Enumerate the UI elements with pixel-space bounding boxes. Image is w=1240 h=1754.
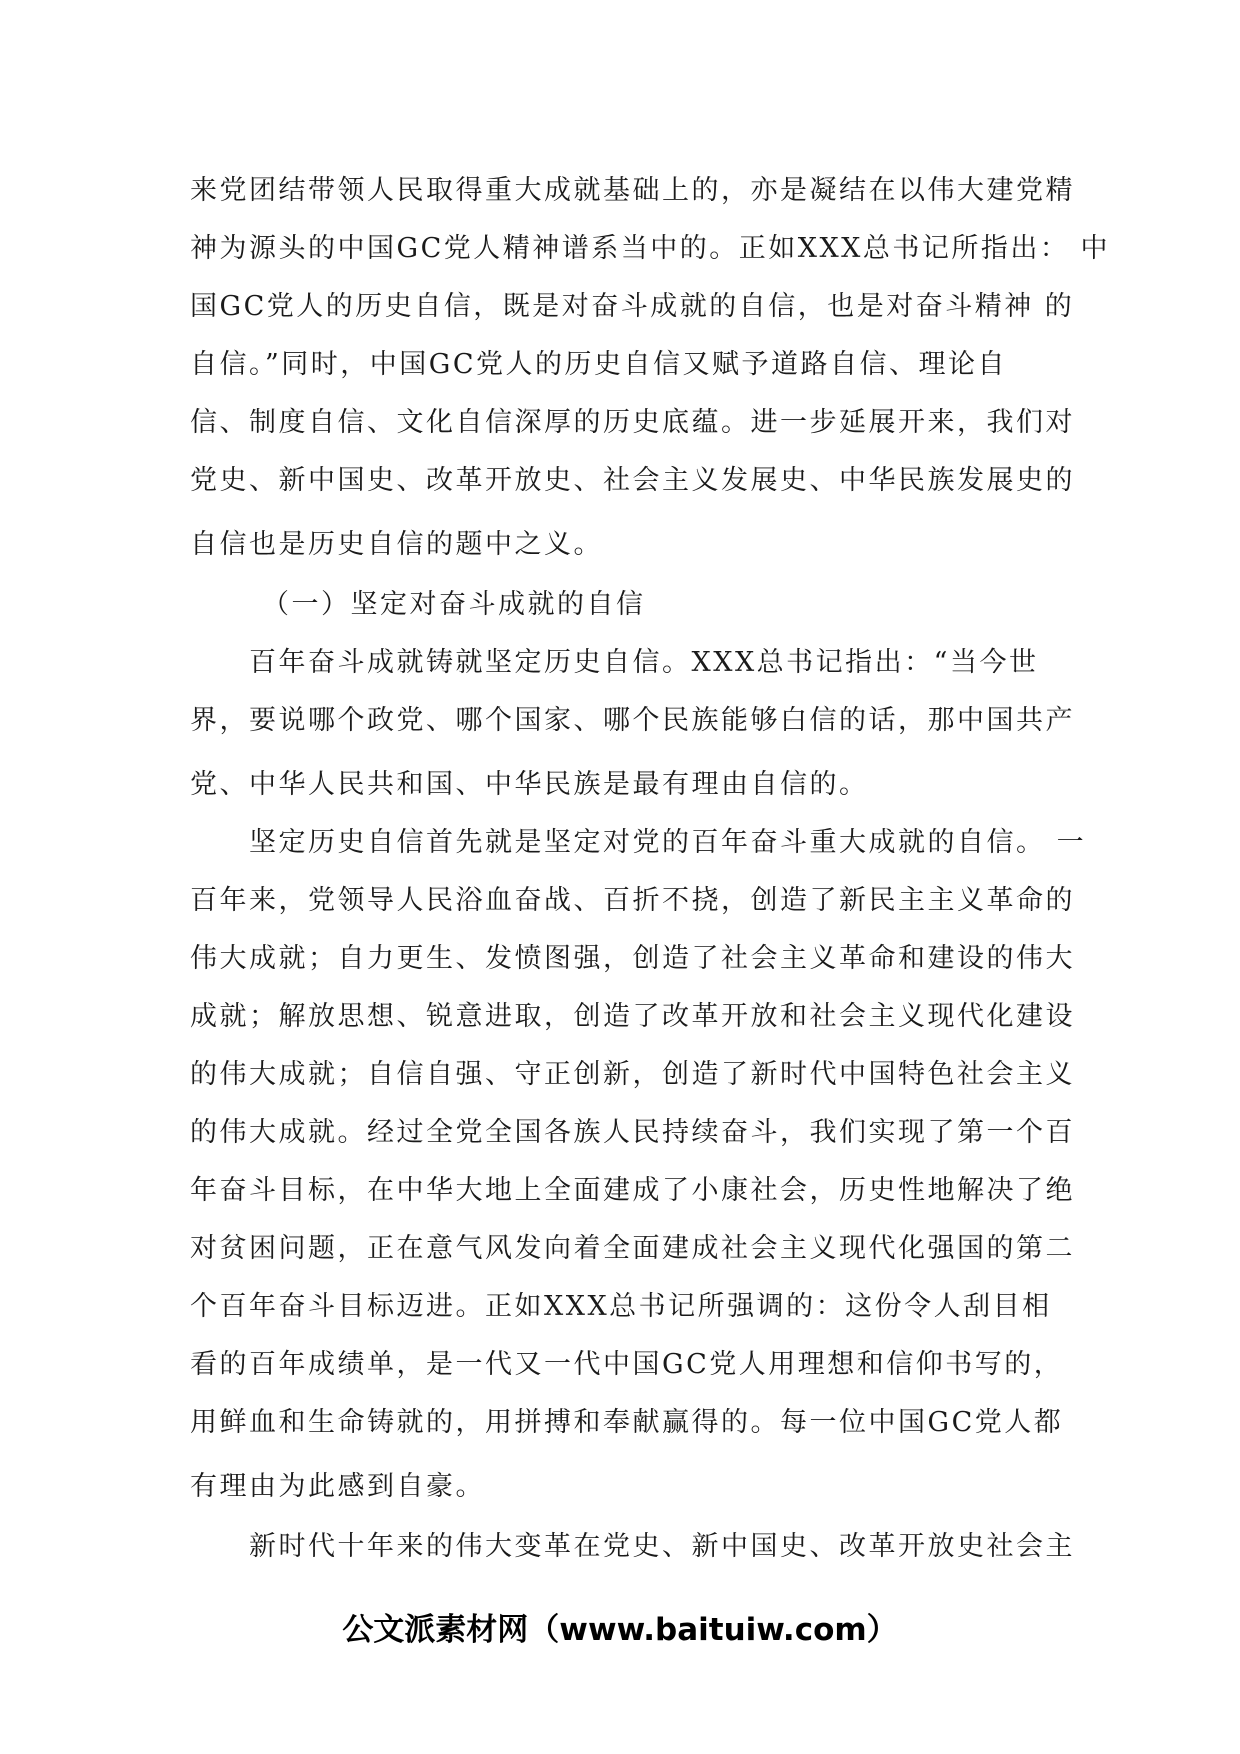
text-line-15: 成就；解放思想、锐意进取，创造了改革开放和社会主义现代化建设 <box>190 1001 1075 1032</box>
text-line-14: 伟大成就；自力更生、发愤图强，创造了社会主义革命和建设的伟大 <box>190 943 1075 974</box>
section-heading: （一）坚定对奋斗成就的自信 <box>262 589 646 620</box>
text-line-16: 的伟大成就；自信自强、守正创新，创造了新时代中国特色社会主义 <box>190 1059 1075 1090</box>
text-line-5: 信、制度自信、文化自信深厚的历史底蕴。进一步延展开来，我们对 <box>190 407 1075 438</box>
text-line-11: 党、中华人民共和国、中华民族是最有理由自信的。 <box>190 769 869 800</box>
text-line-12: 坚定历史自信首先就是坚定对党的百年奋斗重大成就的自信。 一 <box>249 827 1087 858</box>
text-line-2: 神为源头的中国GC党人精神谱系当中的。正如XXX总书记所指出： 中 <box>190 233 1110 264</box>
text-line-22: 用鲜血和生命铸就的，用拼搏和奉献赢得的。每一位中国GC党人都 <box>190 1407 1064 1438</box>
text-line-6: 党史、新中国史、改革开放史、社会主义发展史、中华民族发展史的 <box>190 465 1075 496</box>
text-line-10: 界，要说哪个政党、哪个国家、哪个民族能够白信的话，那中国共产 <box>190 705 1075 736</box>
text-line-7: 自信也是历史自信的题中之义。 <box>190 529 603 560</box>
text-line-3: 国GC党人的历史自信，既是对奋斗成就的自信，也是对奋斗精神 的 <box>190 291 1075 322</box>
text-line-9: 百年奋斗成就铸就坚定历史自信。XXX总书记指出：“当今世 <box>249 647 1039 678</box>
text-line-24: 新时代十年来的伟大变革在党史、新中国史、改革开放史社会主 <box>249 1531 1075 1562</box>
text-line-13: 百年来，党领导人民浴血奋战、百折不挠，创造了新民主主义革命的 <box>190 885 1075 916</box>
text-line-19: 对贫困问题，正在意气风发向着全面建成社会主义现代化强国的第二 <box>190 1233 1075 1264</box>
footer-watermark: 公文派素材网（www.baituiw.com） <box>342 1612 898 1648</box>
text-line-21: 看的百年成绩单，是一代又一代中国GC党人用理想和信仰书写的， <box>190 1349 1064 1380</box>
text-line-18: 年奋斗目标，在中华大地上全面建成了小康社会，历史性地解决了绝 <box>190 1175 1075 1206</box>
text-line-4: 自信。”同时，中国GC党人的历史自信又赋予道路自信、理论自 <box>190 349 1008 380</box>
text-line-23: 有理由为此感到自豪。 <box>190 1471 485 1502</box>
text-line-1: 来党团结带领人民取得重大成就基础上的，亦是凝结在以伟大建党精 <box>190 175 1075 206</box>
text-line-20: 个百年奋斗目标迈进。正如XXX总书记所强调的：这份令人刮目相 <box>190 1291 1052 1322</box>
text-line-17: 的伟大成就。经过全党全国各族人民持续奋斗，我们实现了第一个百 <box>190 1117 1075 1148</box>
